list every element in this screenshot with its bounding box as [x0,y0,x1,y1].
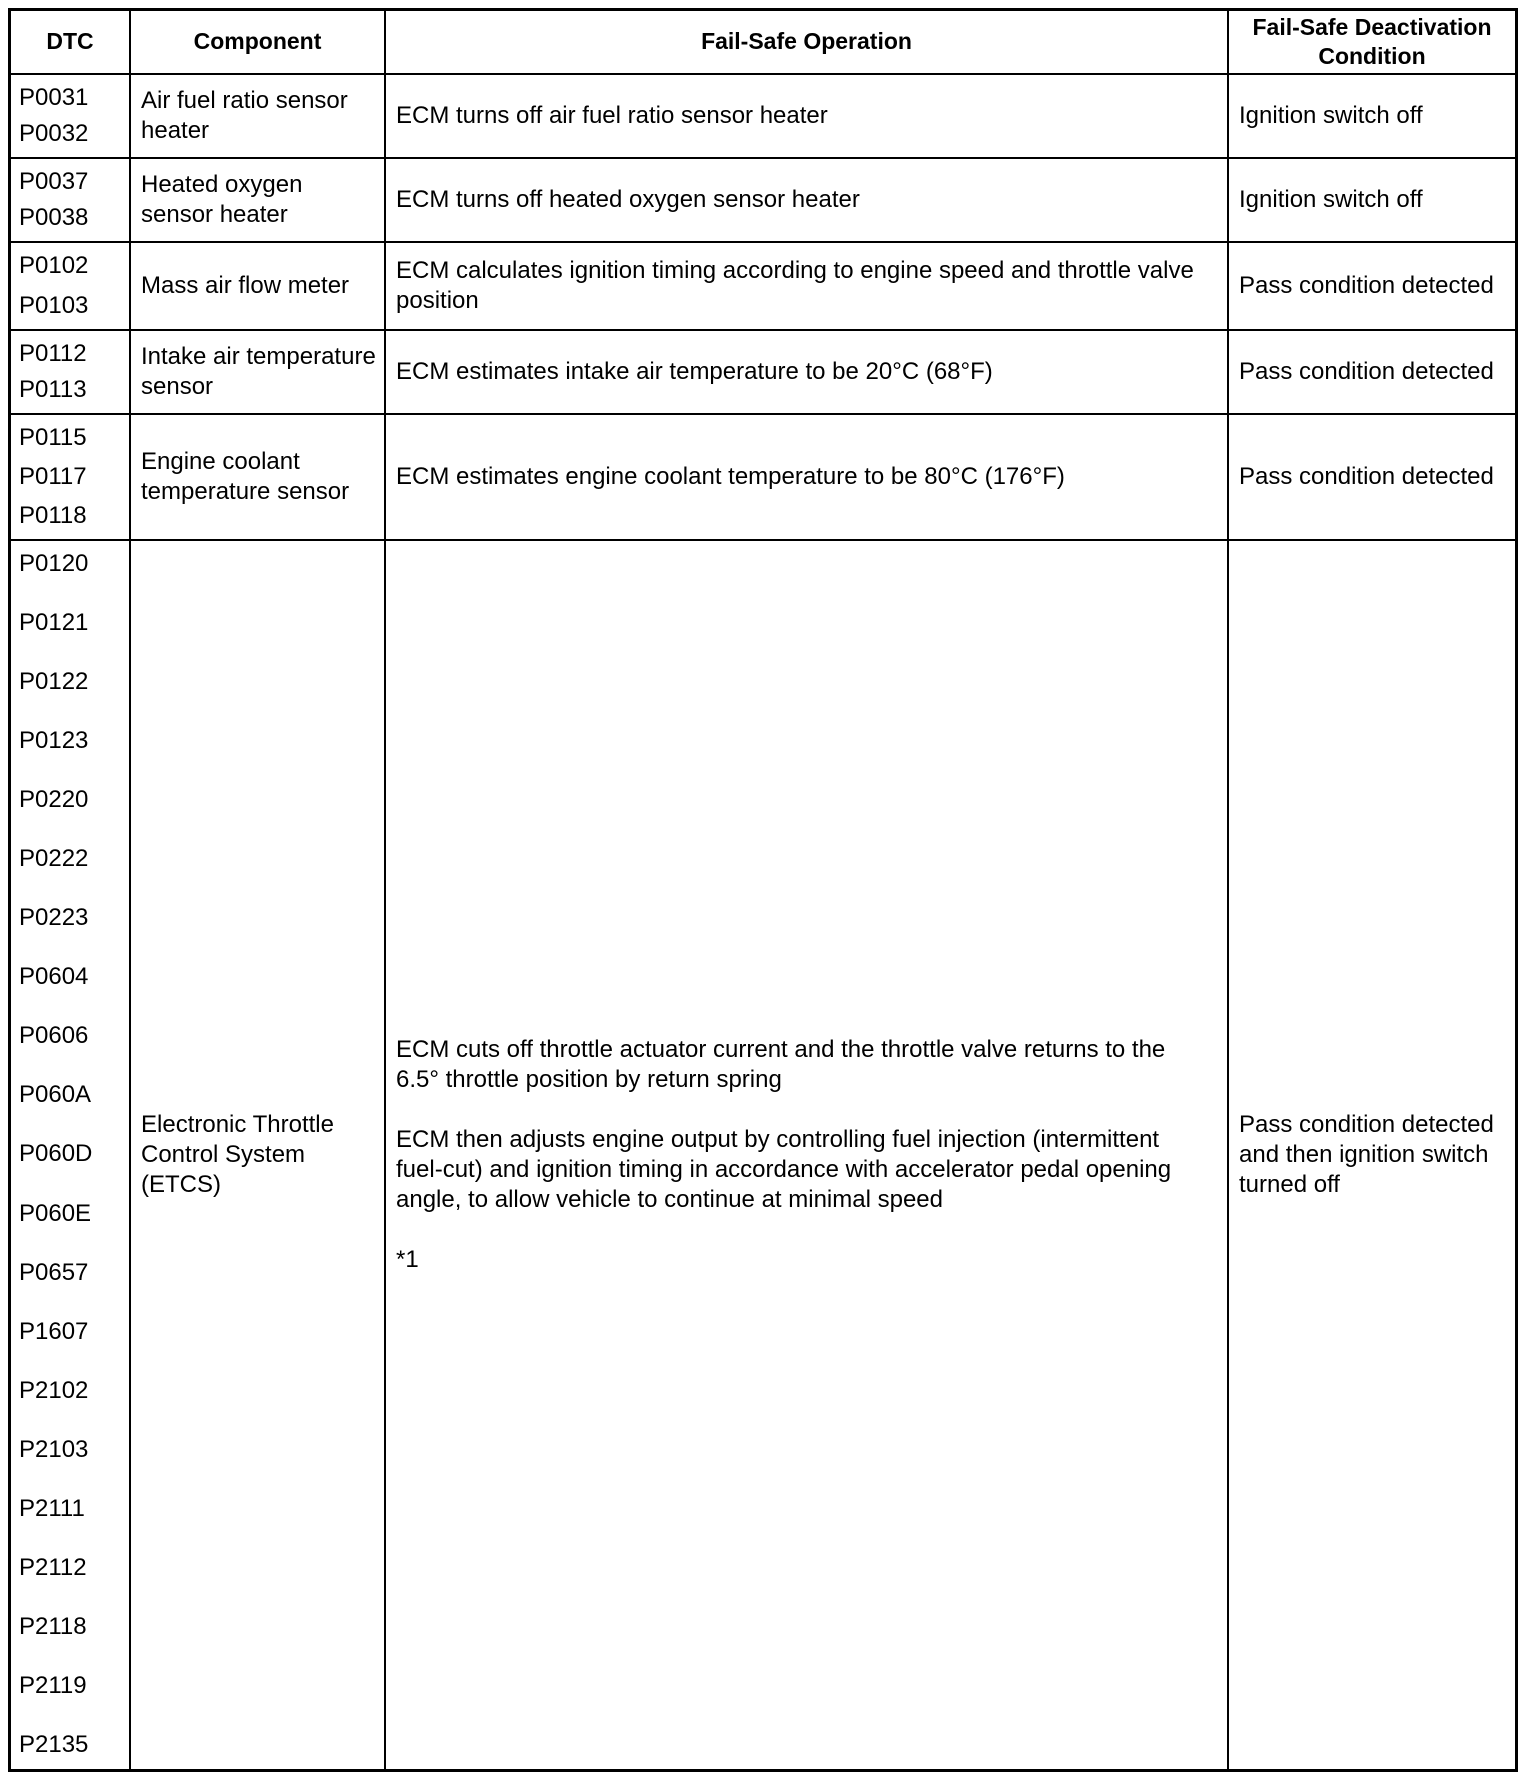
component-cell: Mass air flow meter [131,243,386,331]
operation-footnote: *1 [396,1245,419,1273]
condition-cell: Ignition switch off [1229,75,1515,159]
dtc-code: P0657 [19,1258,89,1286]
dtc-code: P0112 [19,339,87,367]
operation-cell [386,243,1229,331]
table-row [11,159,1515,243]
dtc-code: P2118 [19,1613,87,1641]
dtc-code: P0031 [19,83,89,111]
dtc-code: P1607 [19,1317,89,1345]
dtc-cell [11,243,131,331]
dtc-code: P2135 [19,1731,89,1759]
dtc-code: P0117 [19,462,87,490]
dtc-cell [11,541,131,1769]
dtc-code: P0032 [19,119,89,147]
dtc-code: P0120 [19,549,89,577]
dtc-code: P0038 [19,203,89,231]
header-cell-fail-safe-operation: Fail-Safe Operation [386,11,1229,75]
operation-cell [386,415,1229,541]
dtc-code: P0113 [19,375,87,403]
table-row [11,75,1515,159]
table-row [11,541,1515,1769]
dtc-code: P060A [19,1081,92,1109]
condition-cell: Pass condition detected and then ignition switch turned off [1239,1110,1494,1198]
dtc-code: P0222 [19,844,89,872]
operation-cell [386,331,1229,415]
dtc-code: P0121 [19,608,89,636]
fail-safe-chart-table [8,8,1518,1772]
dtc-cell [11,415,131,541]
table-header-row [11,11,1515,75]
operation-text: ECM turns off air fuel ratio sensor heater [396,101,828,129]
dtc-code: P0118 [19,501,87,529]
condition-cell: Pass condition detected [1229,415,1515,541]
operation-text: ECM calculates ignition timing according to engine speed and throttle valve position [396,256,1194,314]
dtc-code: P060D [19,1140,93,1168]
dtc-code: P2119 [19,1672,87,1700]
dtc-cell [11,159,131,243]
dtc-cell [11,331,131,415]
dtc-code: P0606 [19,1022,89,1050]
dtc-code: P2112 [19,1554,87,1582]
dtc-code: P0102 [19,251,89,279]
dtc-code: P0115 [19,423,87,451]
dtc-code: P0122 [19,667,89,695]
condition-cell: Pass condition detected [1229,243,1515,331]
dtc-code: P2103 [19,1435,89,1463]
operation-text: ECM then adjusts engine output by controlling fuel injection (intermittent fuel-cut) and ignition timing in accordance with accelerator pedal opening angle, to allow vehicle to continue at minimal speed [396,1125,1172,1213]
dtc-code: P0220 [19,785,89,813]
operation-cell [386,541,1229,1769]
table-row [11,331,1515,415]
operation-text: ECM cuts off throttle actuator current and the throttle valve returns to the 6.5° throttle position by return spring [396,1035,1166,1093]
dtc-code: P2111 [19,1495,85,1522]
operation-cell [386,159,1229,243]
dtc-code: P0223 [19,904,89,932]
dtc-code: P0037 [19,167,89,195]
header-cell-component: Component [131,11,386,75]
component-cell: Heated oxygen sensor heater [131,159,386,243]
condition-cell: Ignition switch off [1229,159,1515,243]
dtc-code: P2102 [19,1376,89,1404]
operation-cell [386,75,1229,159]
dtc-cell [11,75,131,159]
condition-cell: Pass condition detected [1229,331,1515,415]
operation-text: ECM estimates engine coolant temperature to be 80°C (176°F) [396,462,1065,490]
dtc-code: P060E [19,1199,92,1227]
component-cell: Electronic Throttle Control System (ETCS) [131,541,386,1769]
header-cell-dtc: DTC [11,11,131,75]
component-cell: Air fuel ratio sensor heater [131,75,386,159]
header-cell-deactivation-condition: Fail-Safe Deactivation Condition [1229,11,1515,75]
component-cell: Intake air temperature sensor [131,331,386,415]
component-cell: Engine coolant temperature sensor [131,415,386,541]
operation-text: ECM turns off heated oxygen sensor heater [396,185,860,213]
operation-text: ECM estimates intake air temperature to be 20°C (68°F) [396,357,993,385]
dtc-code: P0604 [19,963,89,991]
table-row [11,243,1515,331]
dtc-code: P0123 [19,726,89,754]
table-row [11,415,1515,541]
dtc-code: P0103 [19,291,89,319]
